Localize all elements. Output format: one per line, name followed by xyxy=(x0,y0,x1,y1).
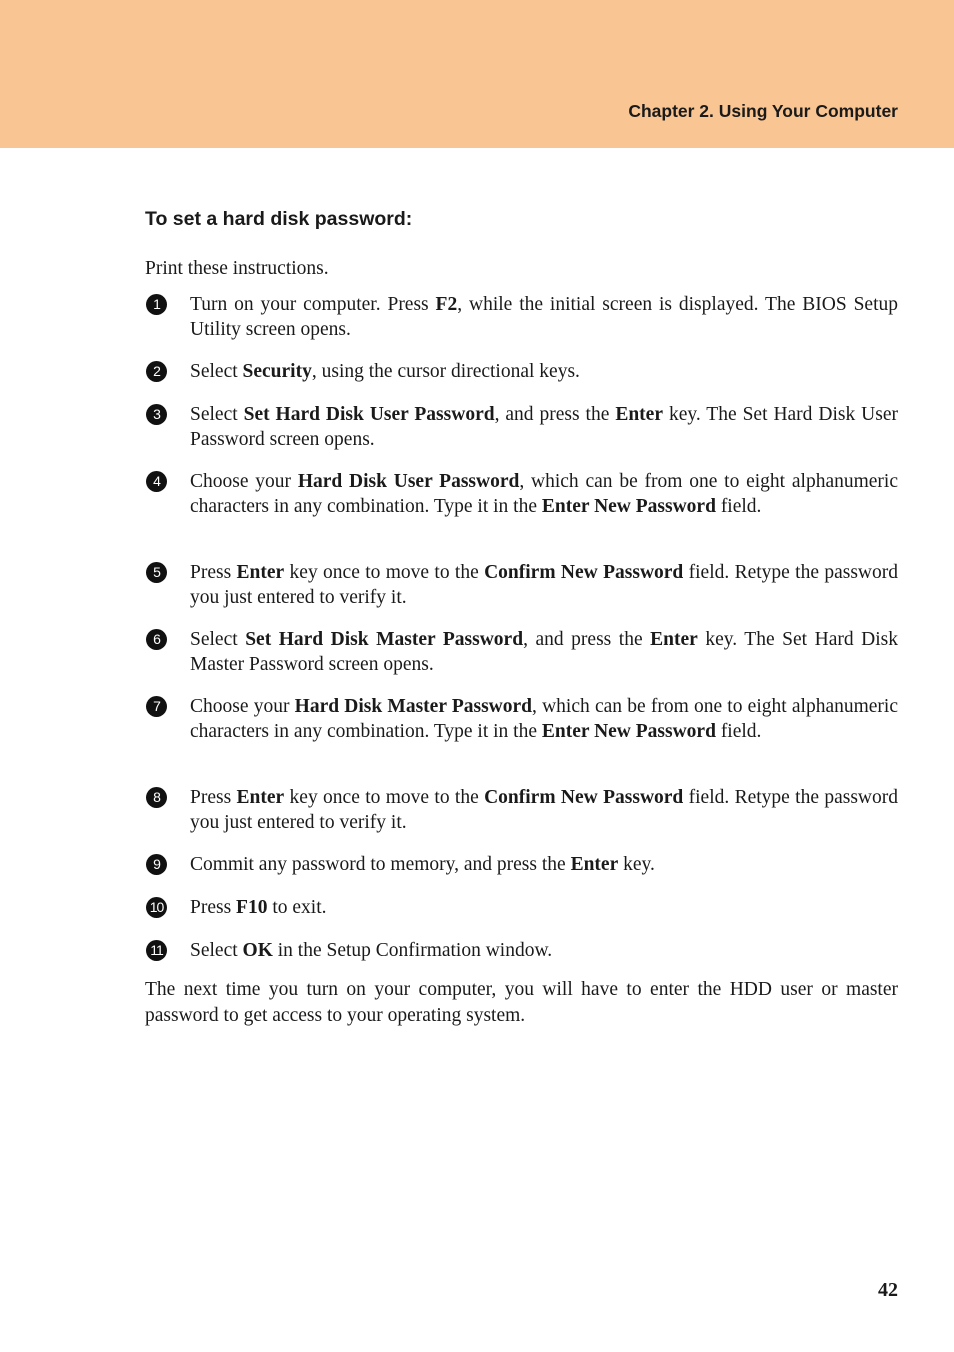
step-text-run: field. xyxy=(715,721,762,742)
step-text-run: , using the cursor directional keys. xyxy=(311,361,580,382)
step-text xyxy=(190,938,898,963)
step-text-run: to exit. xyxy=(267,897,327,918)
step-text-run: key. xyxy=(618,854,655,875)
step-number-badge: 7 xyxy=(146,696,167,717)
step-keyword: Enter xyxy=(570,854,619,875)
step-text-run: key. The Set Hard Disk User Password screen opens. xyxy=(190,404,898,450)
step-text-run: key once to move to the xyxy=(284,562,485,583)
step-number-badge: 10 xyxy=(146,897,167,918)
step-text xyxy=(190,852,898,877)
step-text-run: field. Retype the password you just entered to verify it. xyxy=(190,787,899,833)
step-text-run: Select xyxy=(190,940,243,961)
step-text-run: , which can be from one to eight alphanumeric characters in any combination. Type it in the xyxy=(190,696,898,742)
step-keyword: Enter xyxy=(650,629,698,650)
step-text xyxy=(190,292,898,342)
step-keyword: Enter xyxy=(615,404,663,425)
closing-paragraph: The next time you turn on your computer, you will have to enter the HDD user or master password to get access to your operating system. xyxy=(145,979,898,1026)
step-text-run: Select xyxy=(190,361,243,382)
step-text xyxy=(190,402,898,452)
step-keyword: Confirm New Password xyxy=(484,562,684,583)
page-number: 42 xyxy=(878,1279,898,1301)
step-text-run: in the Setup Confirmation window. xyxy=(272,940,553,961)
intro-text: Print these instructions. xyxy=(145,258,329,279)
step-text-run: , and press the xyxy=(494,404,616,425)
step-text-run: field. xyxy=(715,496,762,517)
step-text-run: field. Retype the password you just entered to verify it. xyxy=(190,562,899,608)
step-keyword: Set Hard Disk Master Password xyxy=(245,629,524,650)
step-text xyxy=(190,785,898,835)
step-keyword: OK xyxy=(242,940,273,961)
step-item xyxy=(145,469,898,519)
step-keyword: Enter xyxy=(236,787,285,808)
step-item xyxy=(145,627,898,677)
step-text xyxy=(190,469,898,519)
step-text xyxy=(190,359,898,384)
step-item xyxy=(145,292,898,342)
step-keyword: Confirm New Password xyxy=(484,787,684,808)
step-number-badge: 9 xyxy=(146,854,167,875)
step-number-badge: 6 xyxy=(146,629,167,650)
step-text-run: Select xyxy=(190,629,246,650)
step-keyword: Enter New Password xyxy=(541,496,716,517)
step-keyword: F10 xyxy=(236,897,268,918)
step-text-run: , and press the xyxy=(523,629,651,650)
step-text-run: Select xyxy=(190,404,244,425)
step-keyword: Set Hard Disk User Password xyxy=(243,404,495,425)
step-text-run: key once to move to the xyxy=(284,787,485,808)
step-number-badge: 5 xyxy=(146,562,167,583)
step-item xyxy=(145,785,898,835)
step-text-run: Choose your xyxy=(190,471,298,492)
step-item xyxy=(145,402,898,452)
step-text xyxy=(190,560,898,610)
step-text-run: Choose your xyxy=(190,696,295,717)
step-item xyxy=(145,359,898,384)
step-keyword: Hard Disk Master Password xyxy=(294,696,533,717)
step-item xyxy=(145,895,898,920)
step-text xyxy=(190,694,898,744)
step-number-badge: 3 xyxy=(146,404,167,425)
step-item xyxy=(145,938,898,963)
step-number-badge: 11 xyxy=(146,940,167,961)
step-text-run: Turn on your computer. Press xyxy=(190,294,436,315)
step-keyword: Security xyxy=(242,361,312,382)
step-text-run: , while the initial screen is displayed. The BIOS Setup Utility screen opens. xyxy=(190,294,898,340)
step-text xyxy=(190,895,898,920)
step-text-run: Commit any password to memory, and press the xyxy=(190,854,571,875)
step-keyword: F2 xyxy=(435,294,458,315)
step-number-badge: 4 xyxy=(146,471,167,492)
step-text-run: Press xyxy=(190,897,237,918)
step-text-run: Press xyxy=(190,787,237,808)
step-keyword: Enter New Password xyxy=(541,721,716,742)
step-item xyxy=(145,694,898,744)
step-text-run: , which can be from one to eight alphanumeric characters in any combination. Type it in the xyxy=(190,471,898,517)
step-text-run: key. The Set Hard Disk Master Password screen opens. xyxy=(190,629,898,675)
step-item xyxy=(145,560,898,610)
step-number-badge: 1 xyxy=(146,294,167,315)
step-text-run: Press xyxy=(190,562,237,583)
step-item xyxy=(145,852,898,877)
step-keyword: Enter xyxy=(236,562,285,583)
step-text xyxy=(190,627,898,677)
step-number-badge: 8 xyxy=(146,787,167,808)
header-band xyxy=(0,0,954,148)
step-number-badge: 2 xyxy=(146,361,167,382)
step-keyword: Hard Disk User Password xyxy=(297,471,520,492)
chapter-title: Chapter 2. Using Your Computer xyxy=(628,101,898,121)
section-heading: To set a hard disk password: xyxy=(145,208,413,230)
